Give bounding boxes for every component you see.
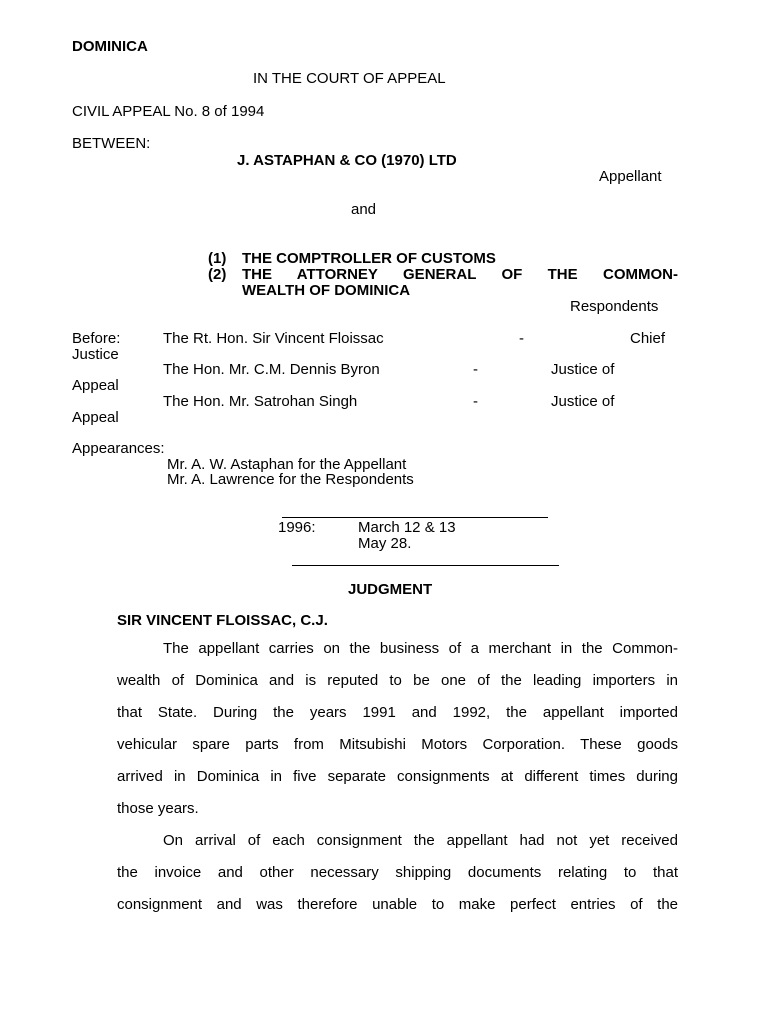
judge-title: Justice of (551, 361, 615, 378)
dash: - (473, 393, 478, 410)
judgment-paragraph (117, 825, 678, 921)
paragraph-line: The appellant carries on the business of a merchant in the Common- (163, 640, 678, 657)
appearance-line: Mr. A. Lawrence for the Respondents (167, 471, 414, 488)
paragraph-line: the invoice and other necessary shipping documents relating to that (117, 864, 678, 881)
appearance-line: Mr. A. W. Astaphan for the Appellant (167, 456, 407, 473)
respondent-name: THE COMPTROLLER OF CUSTOMS (242, 250, 496, 267)
paragraph-line: wealth of Dominica and is reputed to be one of the leading importers in (117, 672, 678, 689)
respondent-number: (1) (208, 250, 227, 267)
paragraph-line: arrived in Dominica in five separate consignments at different times during (117, 768, 678, 785)
appearances-label: Appearances: (72, 440, 165, 457)
judgment-paragraph (117, 633, 678, 825)
respondent-name-continued: WEALTH OF DOMINICA (242, 282, 411, 299)
judge-title-continued: Appeal (72, 409, 119, 426)
judge-title: Justice of (551, 393, 615, 410)
judge-name: The Hon. Mr. Satrohan Singh (163, 393, 358, 410)
hearing-year: 1996: (278, 519, 316, 536)
appellant-role: Appellant (599, 168, 662, 185)
judge-title-continued: Justice (72, 346, 119, 363)
case-number: CIVIL APPEAL No. 8 of 1994 (72, 103, 265, 120)
paragraph-line: consignment and was therefore unable to make perfect entries of the (117, 896, 678, 913)
before-label: Before: (72, 330, 121, 347)
dash: - (473, 361, 478, 378)
divider-line (282, 517, 548, 518)
judge-name: The Hon. Mr. C.M. Dennis Byron (163, 361, 380, 378)
paragraph-line: those years. (117, 800, 199, 817)
paragraph-line: On arrival of each consignment the appellant had not yet received (163, 832, 678, 849)
judge-name: The Rt. Hon. Sir Vincent Floissac (163, 330, 384, 347)
judge-title-continued: Appeal (72, 377, 119, 394)
respondent-name: THE ATTORNEY GENERAL OF THE COMMON- (242, 266, 678, 283)
appellant-name: J. ASTAPHAN & CO (1970) LTD (237, 152, 457, 169)
divider-line (292, 565, 559, 566)
respondents-role: Respondents (570, 298, 659, 315)
paragraph-line: that State. During the years 1991 and 1992, the appellant imported (117, 704, 678, 721)
judge-title: Chief (630, 330, 666, 347)
and-label: and (351, 201, 377, 218)
paragraph-line: vehicular spare parts from Mitsubishi Motors Corporation. These goods (117, 736, 678, 753)
country-heading: DOMINICA (72, 38, 148, 55)
judge-author: SIR VINCENT FLOISSAC, C.J. (117, 612, 328, 629)
judgment-heading: JUDGMENT (348, 581, 433, 598)
respondent-number: (2) (208, 266, 227, 283)
hearing-date: March 12 & 13 (358, 519, 456, 536)
court-name: IN THE COURT OF APPEAL (253, 70, 446, 87)
between-label: BETWEEN: (72, 135, 151, 152)
dash: - (519, 330, 524, 347)
hearing-date: May 28. (358, 535, 412, 552)
